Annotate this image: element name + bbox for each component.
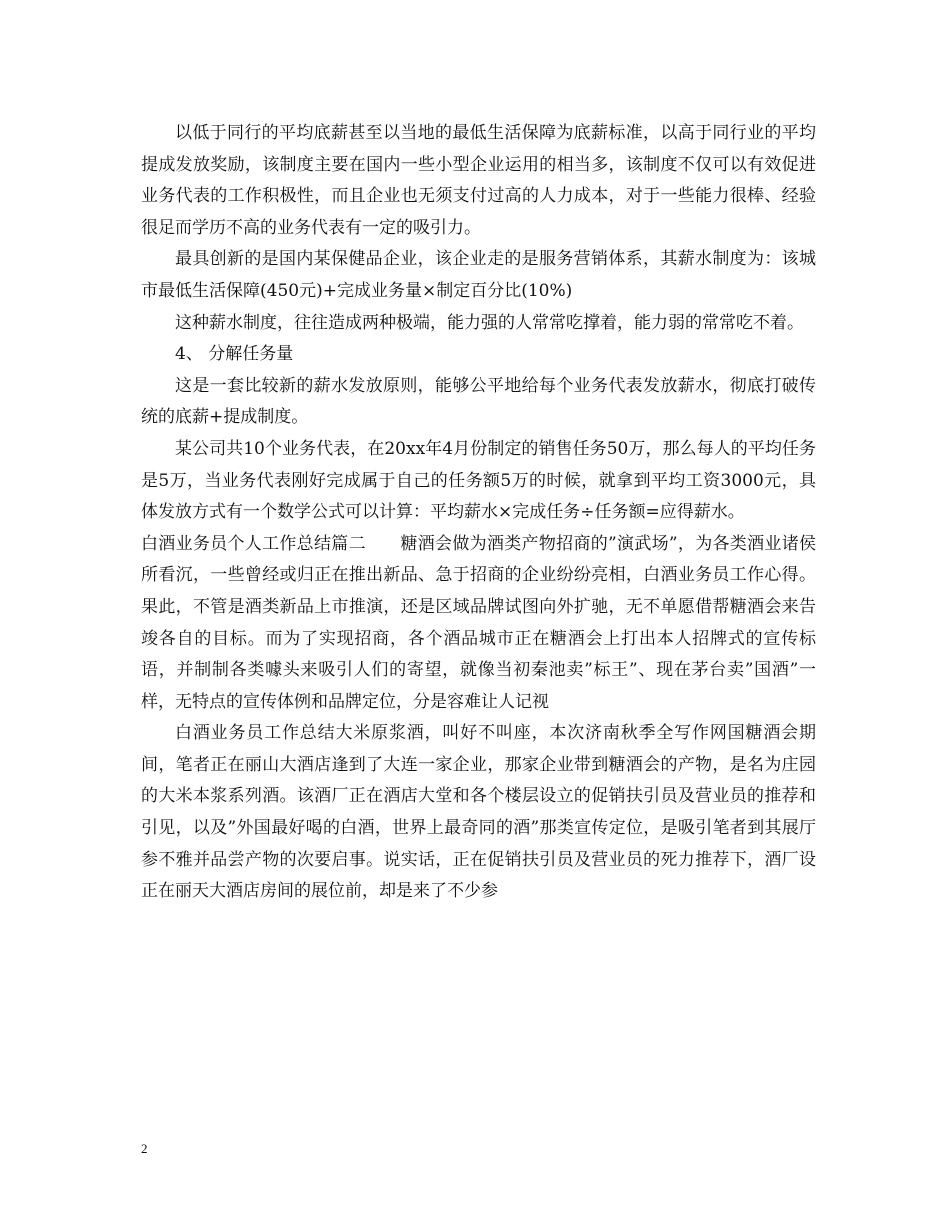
paragraph-rice-liquor: 白酒业务员工作总结大米原浆酒，叫好不叫座，本次济南秋季全写作网国糖酒会期间，笔者正在丽山大酒店逢到了大连一家企业，那家企业带到糖酒会的产物，是名为庄园的大米本浆系列酒。该酒厂正在酒店大堂和各个楼层设立的促销扶引员及营业员的推荐和引见，以及”外国最好喝的白酒，世界上最奇同的酒”那类宣传定位，是吸引笔者到其展厅参不雅并品尝产物的次要启事。说实话，正在促销扶引员及营业员的死力推荐下，酒厂设正在丽天大酒店房间的展位前，却是来了不少参 bbox=[141, 723, 816, 902]
paragraph-innovation: 最具创新的是国内某保健品企业，该企业走的是服务营销体系，其薪水制度为：该城市最低生活保障(450元)+完成业务量×制定百分比(10%) bbox=[141, 249, 816, 301]
paragraph-example-company: 某公司共10个业务代表，在20xx年4月份制定的销售任务50万，那么每人的平均任务是5万，当业务代表刚好完成属于自己的任务额5万的时候，就拿到平均工资3000元，具体发放方式有一个数学公式可以计算：平均薪水×完成任务÷任务额=应得薪水。 bbox=[141, 438, 816, 523]
paragraph-extremes: 这种薪水制度，往往造成两种极端，能力强的人常常吃撑着，能力弱的常常吃不着。 bbox=[175, 312, 804, 333]
section-heading-task-breakdown: 4、 分解任务量 bbox=[175, 344, 294, 365]
page-number: 2 bbox=[141, 1141, 148, 1156]
paragraph-part-two: 白酒业务员个人工作总结篇二 糖酒会做为酒类产物招商的”演武场”，为各类酒业诸侯所看沉，一些曾经或归正在推出新品、急于招商的企业纷纷亮相，白酒业务员工作心得。果此，不管是酒类新品上市推演，还是区域品牌试图向外扩驰，无不单愿借帮糖酒会来告竣各自的目标。而为了实现招商，各个酒品城市正在糖酒会上打出本人招牌式的宣传标语，并制制各类噱头来吸引人们的寄望，就像当初秦池卖”标王”、现在茅台卖”国酒”一样，无特点的宣传体例和品牌定位，分是容难让人记视 bbox=[141, 533, 816, 712]
body-text bbox=[141, 118, 816, 908]
paragraph-base-salary: 以低于同行的平均底薪甚至以当地的最低生活保障为底薪标准，以高于同行业的平均提成发放奖励，该制度主要在国内一些小型企业运用的相当多，该制度不仅可以有效促进业务代表的工作积极性，而且企业也无须支付过高的人力成本，对于一些能力很棒、经验很足而学历不高的业务代表有一定的吸引力。 bbox=[141, 123, 816, 238]
paragraph-new-principle: 这是一套比较新的薪水发放原则，能够公平地给每个业务代表发放薪水，彻底打破传统的底薪+提成制度。 bbox=[141, 375, 816, 428]
